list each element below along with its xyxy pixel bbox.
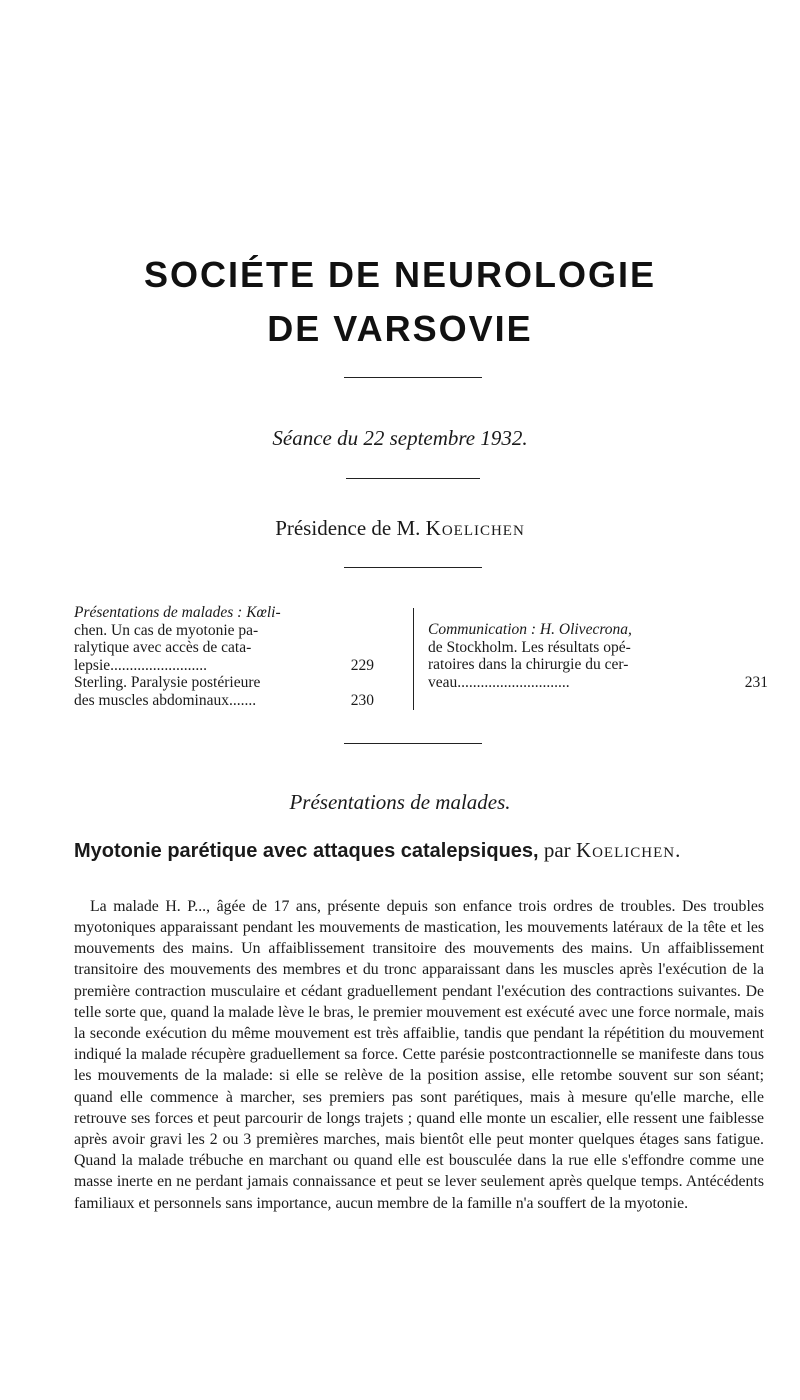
- presidency-prefix: Présidence de M.: [275, 516, 426, 540]
- toc-line: [428, 621, 768, 639]
- toc-text: des muscles abdominaux.......: [74, 691, 257, 709]
- toc-line: [428, 674, 768, 692]
- table-of-contents-right: [428, 621, 768, 691]
- divider-rule: [346, 478, 480, 479]
- toc-text: ralytique avec accès de cata-: [74, 639, 252, 657]
- toc-page-number: 229: [350, 656, 374, 674]
- article-body: La malade H. P..., âgée de 17 ans, présente depuis son enfance trois ordres de troubles. Des troubles myotoniques apparaissant pendant les mouvements de mastication, les mouvements latéraux de la tête et les mouvements des mains. Un affaiblissement transitoire des mouvements des mains. Un affaiblissement transitoire des mouvements des membres et du tronc apparaissant dans les muscles après l'exécution de la première contraction musculaire et cédant graduellement pendant l'exécution des contractions suivantes. De telle sorte que, quand la malade lève le bras, le premier mouvement est exécuté avec une force normale, mais la seconde exécution du même mouvement est très affaiblie, tandis que pendant la répétition du mouvement indiqué la malade récupère graduellement sa force. Cette parésie postcontractionnelle se manifeste dans tous les mouvements de la malade: si elle se relève de la position assise, elle retombe souvent sur son séant; quand elle commence à marcher, ses premiers pas sont parétiques, mais à mesure qu'elle marche, elle retrouve ses forces et peut parcourir de longs trajets ; quand elle monte un escalier, elle ressent une faiblesse après avoir gravi les 2 ou 3 premières marches, mais bientôt elle peut monter quelques étages sans fatigue. Quand la malade trébuche en marchant ou quand elle est bousculée dans la rue elle s'effondre comme une masse inerte en ne perdant jamais connaissance et peut se lever seulement après quelque temps. Antécédents familiaux et personnels sans importance, aucun membre de la famille n'a souffert de la myotonie.: [74, 897, 764, 1212]
- toc-line: [74, 639, 374, 657]
- toc-line: [428, 656, 768, 674]
- society-title-line2: DE VARSOVIE: [267, 308, 533, 349]
- presidency-name: Koelichen: [425, 516, 525, 540]
- toc-line: [428, 639, 768, 657]
- presidency-line: [0, 516, 800, 541]
- toc-line: [74, 657, 374, 675]
- toc-text: Communication : H. Olivecrona,: [428, 621, 632, 638]
- toc-text: Sterling. Paralysie postérieure: [74, 674, 261, 692]
- toc-text: lepsie.........................: [74, 656, 208, 674]
- toc-line: [74, 604, 374, 622]
- toc-page-number: 231: [744, 673, 768, 691]
- table-of-contents-left: [74, 604, 374, 710]
- toc-page-number: 230: [350, 691, 374, 709]
- society-title-line1: SOCIÉTE DE NEUROLOGIE: [143, 254, 657, 295]
- divider-rule: [344, 567, 482, 568]
- divider-rule: [344, 743, 482, 744]
- article-by: par: [538, 838, 576, 862]
- toc-line: [74, 622, 374, 640]
- toc-text: chen. Un cas de myotonie pa-: [74, 621, 259, 639]
- toc-line: [74, 692, 374, 710]
- toc-text: de Stockholm. Les résultats opé-: [428, 638, 631, 656]
- session-date: Séance du 22 septembre 1932.: [272, 426, 528, 450]
- toc-text: Présentations de malades : Kœli-: [74, 604, 281, 621]
- divider-rule: [344, 377, 482, 378]
- article-author: Koelichen.: [575, 838, 682, 862]
- column-divider: [413, 608, 414, 710]
- section-heading: Présentations de malades.: [289, 790, 511, 814]
- toc-text: veau.............................: [428, 673, 570, 691]
- article-title: [74, 838, 774, 863]
- toc-text: ratoires dans la chirurgie du cer-: [428, 656, 629, 674]
- toc-line: [74, 674, 374, 692]
- article-title-text: Myotonie parétique avec attaques catalepsiques,: [74, 840, 539, 862]
